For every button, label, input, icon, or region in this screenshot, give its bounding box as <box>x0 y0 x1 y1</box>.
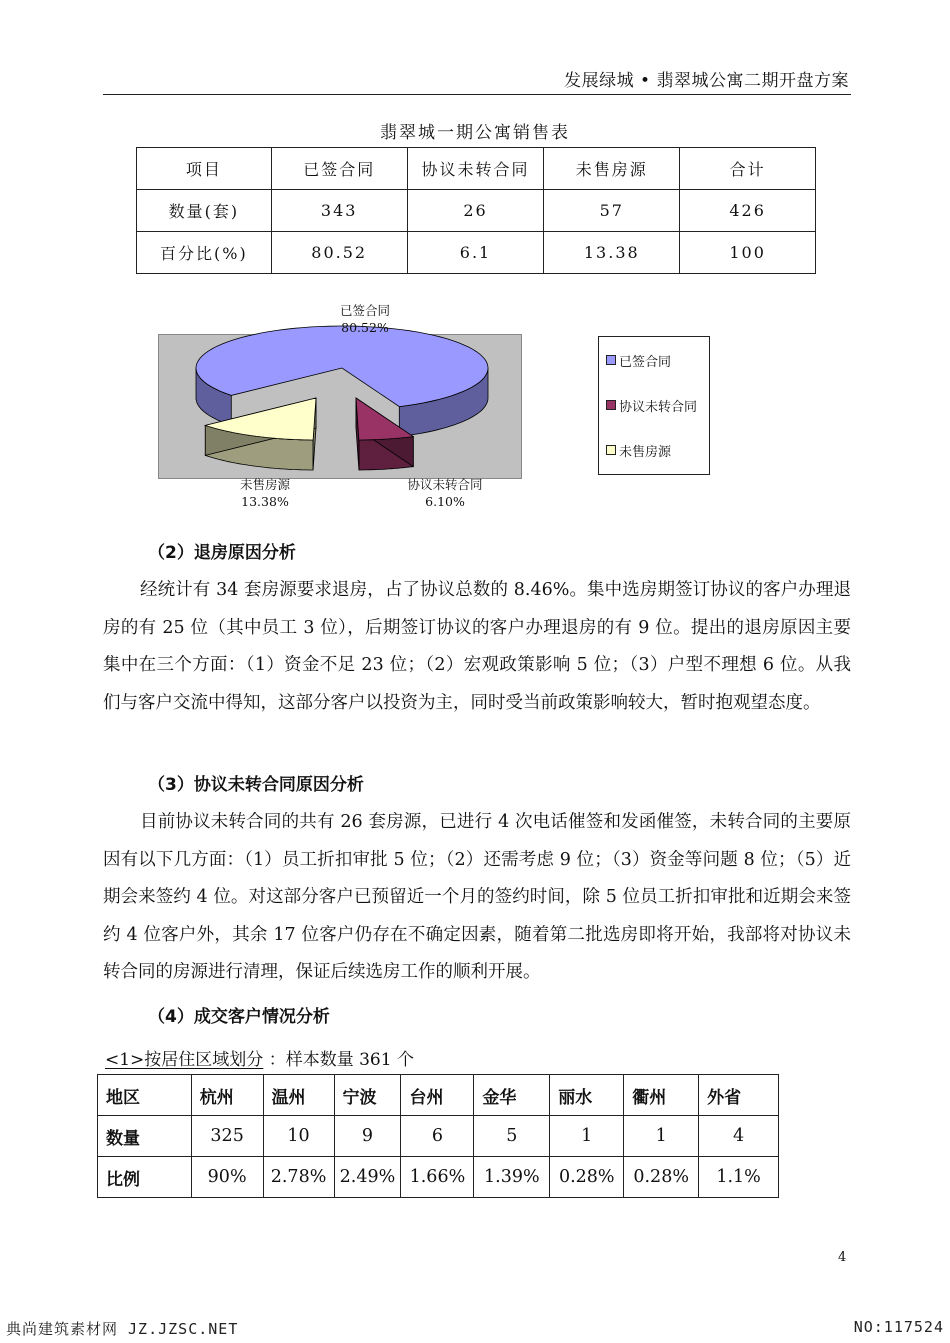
sales-table-title: 翡翠城一期公寓销售表 <box>380 123 570 143</box>
region-table <box>97 1074 779 1198</box>
table-cell: 100 <box>680 232 816 274</box>
table-header-cell: 合计 <box>680 148 816 190</box>
section-paragraph: 经统计有 34 套房源要求退房，占了协议总数的 8.46%。集中选房期签订协议的客户办理退房的有 25 位（其中员工 3 位），后期签订协议的客户办理退房的有 9 位。提出的退房原因主要集中在三个方面：（1）资金不足 23 位；（2）宏观政策影响 5 位；（3）户型不理想 6 位。从我们与客户交流中得知，这部分客户以投资为主，同时受当前政策影响较大，暂时抱观望态度。 <box>103 580 851 713</box>
table-cell: 426 <box>680 190 816 232</box>
legend-label: 协议未转合同 <box>619 400 698 415</box>
table-cell: 10 <box>263 1116 334 1157</box>
table-cell: 9 <box>334 1116 401 1157</box>
slice-label-name: 已签合同 <box>339 303 390 318</box>
table-header-cell: 未售房源 <box>544 148 680 190</box>
legend-label: 已签合同 <box>619 355 672 370</box>
legend-swatch <box>606 355 616 365</box>
table-cell: 26 <box>407 190 544 232</box>
table-cell: 13.38 <box>544 232 680 274</box>
table-cell: 百分比(%) <box>137 232 272 274</box>
header-title: 发展绿城 • 翡翠城公寓二期开盘方案 <box>564 71 849 91</box>
footer-watermark-right: NO:117524 <box>853 1318 944 1336</box>
pie-chart <box>0 0 950 520</box>
region-table-caption <box>105 1045 414 1070</box>
table-cell: 0.28% <box>550 1157 624 1198</box>
table-cell: 1.1% <box>699 1157 779 1198</box>
caption-sample-text: ：样本数量 361 个 <box>263 1050 414 1070</box>
table-cell: 57 <box>544 190 680 232</box>
slice-label-name: 未售房源 <box>239 477 290 492</box>
table-cell: 6 <box>401 1116 474 1157</box>
table-header-cell: 项目 <box>137 148 272 190</box>
table-header-cell: 衢州 <box>624 1075 699 1116</box>
legend-swatch <box>606 400 616 410</box>
table-header-cell: 温州 <box>263 1075 334 1116</box>
table-cell: 80.52 <box>271 232 407 274</box>
table-cell: 2.78% <box>263 1157 334 1198</box>
pie-slice-top <box>196 326 488 407</box>
legend-item <box>606 396 697 415</box>
table-cell: 325 <box>191 1116 263 1157</box>
table-row-label: 数量 <box>98 1116 192 1157</box>
table-cell: 343 <box>271 190 407 232</box>
table-header-cell: 协议未转合同 <box>407 148 544 190</box>
table-header-cell: 丽水 <box>550 1075 624 1116</box>
table-header-cell: 地区 <box>98 1075 192 1116</box>
table-header-cell: 杭州 <box>191 1075 263 1116</box>
table-cell: 2.49% <box>334 1157 401 1198</box>
slice-label-value: 80.52% <box>341 320 389 335</box>
table-row <box>98 1116 779 1157</box>
footer-watermark-left: 典尚建筑素材网 JZ.JZSC.NET <box>6 1320 239 1338</box>
table-cell: 1.39% <box>474 1157 550 1198</box>
legend-swatch <box>606 445 616 455</box>
legend-label: 未售房源 <box>619 445 672 460</box>
table-cell: 0.28% <box>624 1157 699 1198</box>
table-header-row <box>98 1075 779 1116</box>
table-header-cell: 外省 <box>699 1075 779 1116</box>
legend-item <box>606 441 671 460</box>
caption-link-text: <1>按居住区域划分 <box>105 1050 264 1070</box>
table-cell: 1 <box>624 1116 699 1157</box>
slice-label-unsold <box>210 476 320 510</box>
legend-item <box>606 351 671 370</box>
table-cell: 90% <box>191 1157 263 1198</box>
table-cell: 6.1 <box>407 232 544 274</box>
table-cell: 4 <box>699 1116 779 1157</box>
table-cell: 1.66% <box>401 1157 474 1198</box>
slice-label-agreement <box>385 476 505 510</box>
section-heading: （2）退房原因分析 <box>148 543 296 563</box>
table-header-cell: 已签合同 <box>271 148 407 190</box>
table-header-cell: 宁波 <box>334 1075 401 1116</box>
slice-label-value: 13.38% <box>241 494 289 509</box>
table-cell: 1 <box>550 1116 624 1157</box>
table-cell: 5 <box>474 1116 550 1157</box>
table-row <box>98 1157 779 1198</box>
slice-label-signed <box>310 302 420 336</box>
chart-legend <box>598 336 710 475</box>
table-cell: 数量(套) <box>137 190 272 232</box>
section-heading: （3）协议未转合同原因分析 <box>148 775 364 795</box>
slice-label-name: 协议未转合同 <box>407 477 483 492</box>
page-number: 4 <box>838 1250 847 1265</box>
section-heading: （4）成交客户情况分析 <box>148 1007 330 1027</box>
slice-label-value: 6.10% <box>425 494 465 509</box>
table-row-label: 比例 <box>98 1157 192 1198</box>
table-header-cell: 台州 <box>401 1075 474 1116</box>
table-header-cell: 金华 <box>474 1075 550 1116</box>
section-paragraph: 目前协议未转合同的共有 26 套房源，已进行 4 次电话催签和发函催签，未转合同的主要原因有以下几方面：（1）员工折扣审批 5 位；（2）还需考虑 9 位；（3）资金等问题 8 位；（5）近期会来签约 4 位。对这部分客户已预留近一个月的签约时间，除 5 位员工折扣审批和近期会来签约 4 位客户外，其余 17 位客户仍存在不确定因素，随着第二批选房即将开始，我部将对协议未转合同的房源进行清理，保证后续选房工作的顺利开展。 <box>103 812 851 982</box>
